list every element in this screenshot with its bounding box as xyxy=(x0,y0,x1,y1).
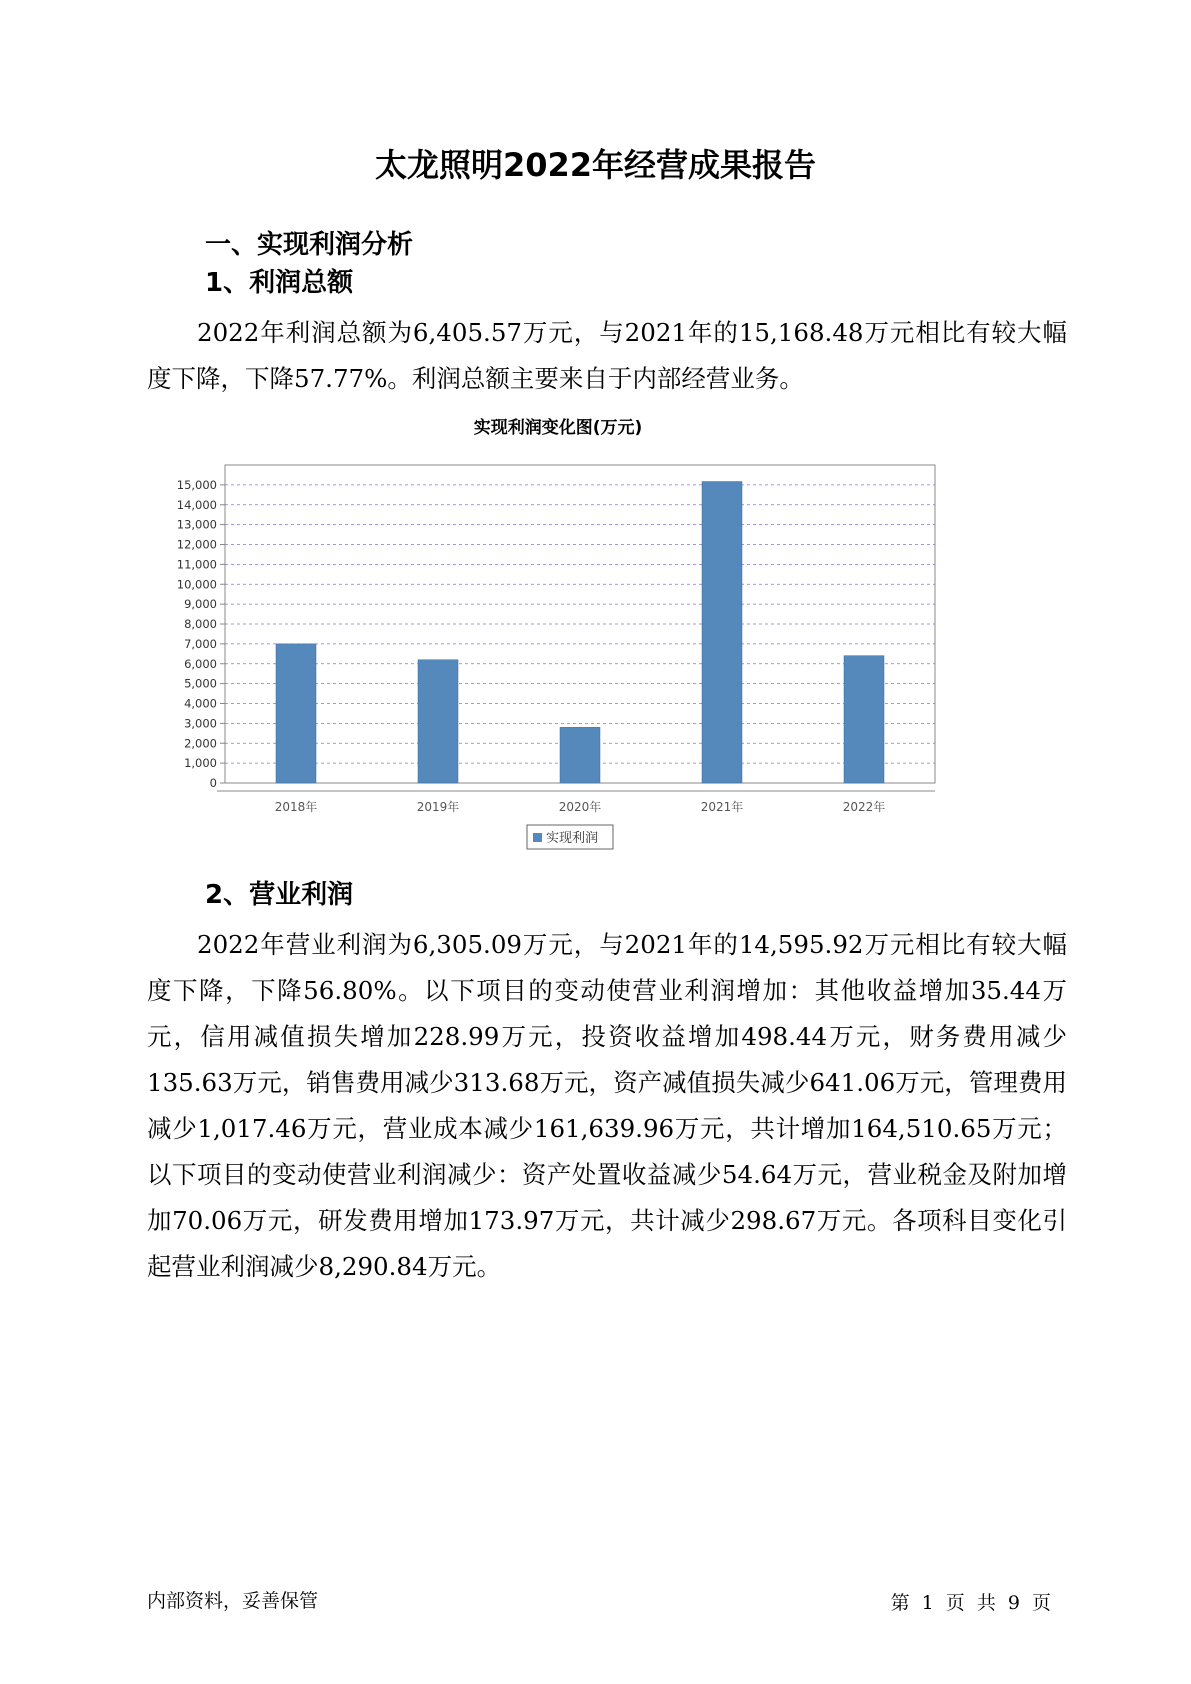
y-tick-label: 11,000 xyxy=(176,557,217,572)
bar-4 xyxy=(702,482,742,783)
y-tick-label: 13,000 xyxy=(176,517,217,532)
footer-page-number: 第 1 页 共 9 页 xyxy=(890,1592,1051,1614)
total-profit-paragraph: 2022年利润总额为6,405.57万元，与2021年的15,168.48万元相比有较大幅度下降，下降57.77%。利润总额主要来自于内部经营业务。 xyxy=(147,318,1067,393)
subsection-heading-total-profit: 1、利润总额 xyxy=(205,268,354,298)
y-tick-label: 8,000 xyxy=(184,617,217,631)
bar-1 xyxy=(276,644,316,783)
x-tick-label: 2021年 xyxy=(700,800,744,814)
y-tick-label: 2,000 xyxy=(184,736,217,751)
x-tick-label: 2019年 xyxy=(416,800,460,814)
y-tick-label: 3,000 xyxy=(184,716,217,731)
operating-profit-paragraph: 2022年营业利润为6,305.09万元，与2021年的14,595.92万元相比有较大幅度下降，下降56.80%。以下项目的变动使营业利润增加：其他收益增加35.44万元，信用减值损失增加228.99万元，投资收益增加498.44万元，财务费用减少135.63万元，销售费用减少313.68万元，资产减值损失减少641.06万元，管理费用减少1,017.46万元，营业成本减少161,639.96万元，共计增加164,510.65万元；以下项目的变动使营业利润减少：资产处置收益减少54.64万元，营业税金及附加增加70.06万元，研发费用增加173.97万元，共计减少298.67万元。各项科目变化引起营业利润减少8,290.84万元。 xyxy=(147,930,1067,1281)
page-title: 太龙照明2022年经营成果报告 xyxy=(374,146,817,184)
x-tick-label: 2018年 xyxy=(274,800,318,814)
y-tick-label: 15,000 xyxy=(176,477,217,492)
y-tick-label: 5,000 xyxy=(184,676,217,691)
y-tick-label: 10,000 xyxy=(176,577,217,592)
y-tick-label: 14,000 xyxy=(176,497,217,512)
section-heading-profit-analysis: 一、实现利润分析 xyxy=(205,230,414,260)
subsection-heading-operating-profit: 2、营业利润 xyxy=(205,880,354,910)
x-tick-label: 2022年 xyxy=(842,800,886,814)
y-tick-label: 1,000 xyxy=(184,756,217,771)
x-tick-label: 2020年 xyxy=(558,800,602,814)
y-tick-label: 0 xyxy=(209,776,217,790)
y-tick-label: 4,000 xyxy=(184,696,217,711)
y-tick-label: 9,000 xyxy=(184,597,217,612)
y-tick-label: 7,000 xyxy=(184,636,217,651)
y-tick-label: 6,000 xyxy=(184,656,217,671)
y-tick-label: 12,000 xyxy=(176,537,217,552)
profit-chart xyxy=(150,418,1020,915)
footer-confidential-note: 内部资料，妥善保管 xyxy=(147,1590,319,1612)
bar-2 xyxy=(418,660,458,783)
bar-3 xyxy=(560,727,600,783)
legend-swatch xyxy=(533,833,542,842)
chart-title: 实现利润变化图(万元) xyxy=(473,418,643,438)
profit-bar-chart xyxy=(150,418,1020,915)
bar-5 xyxy=(844,656,884,783)
legend-label: 实现利润 xyxy=(546,831,599,846)
